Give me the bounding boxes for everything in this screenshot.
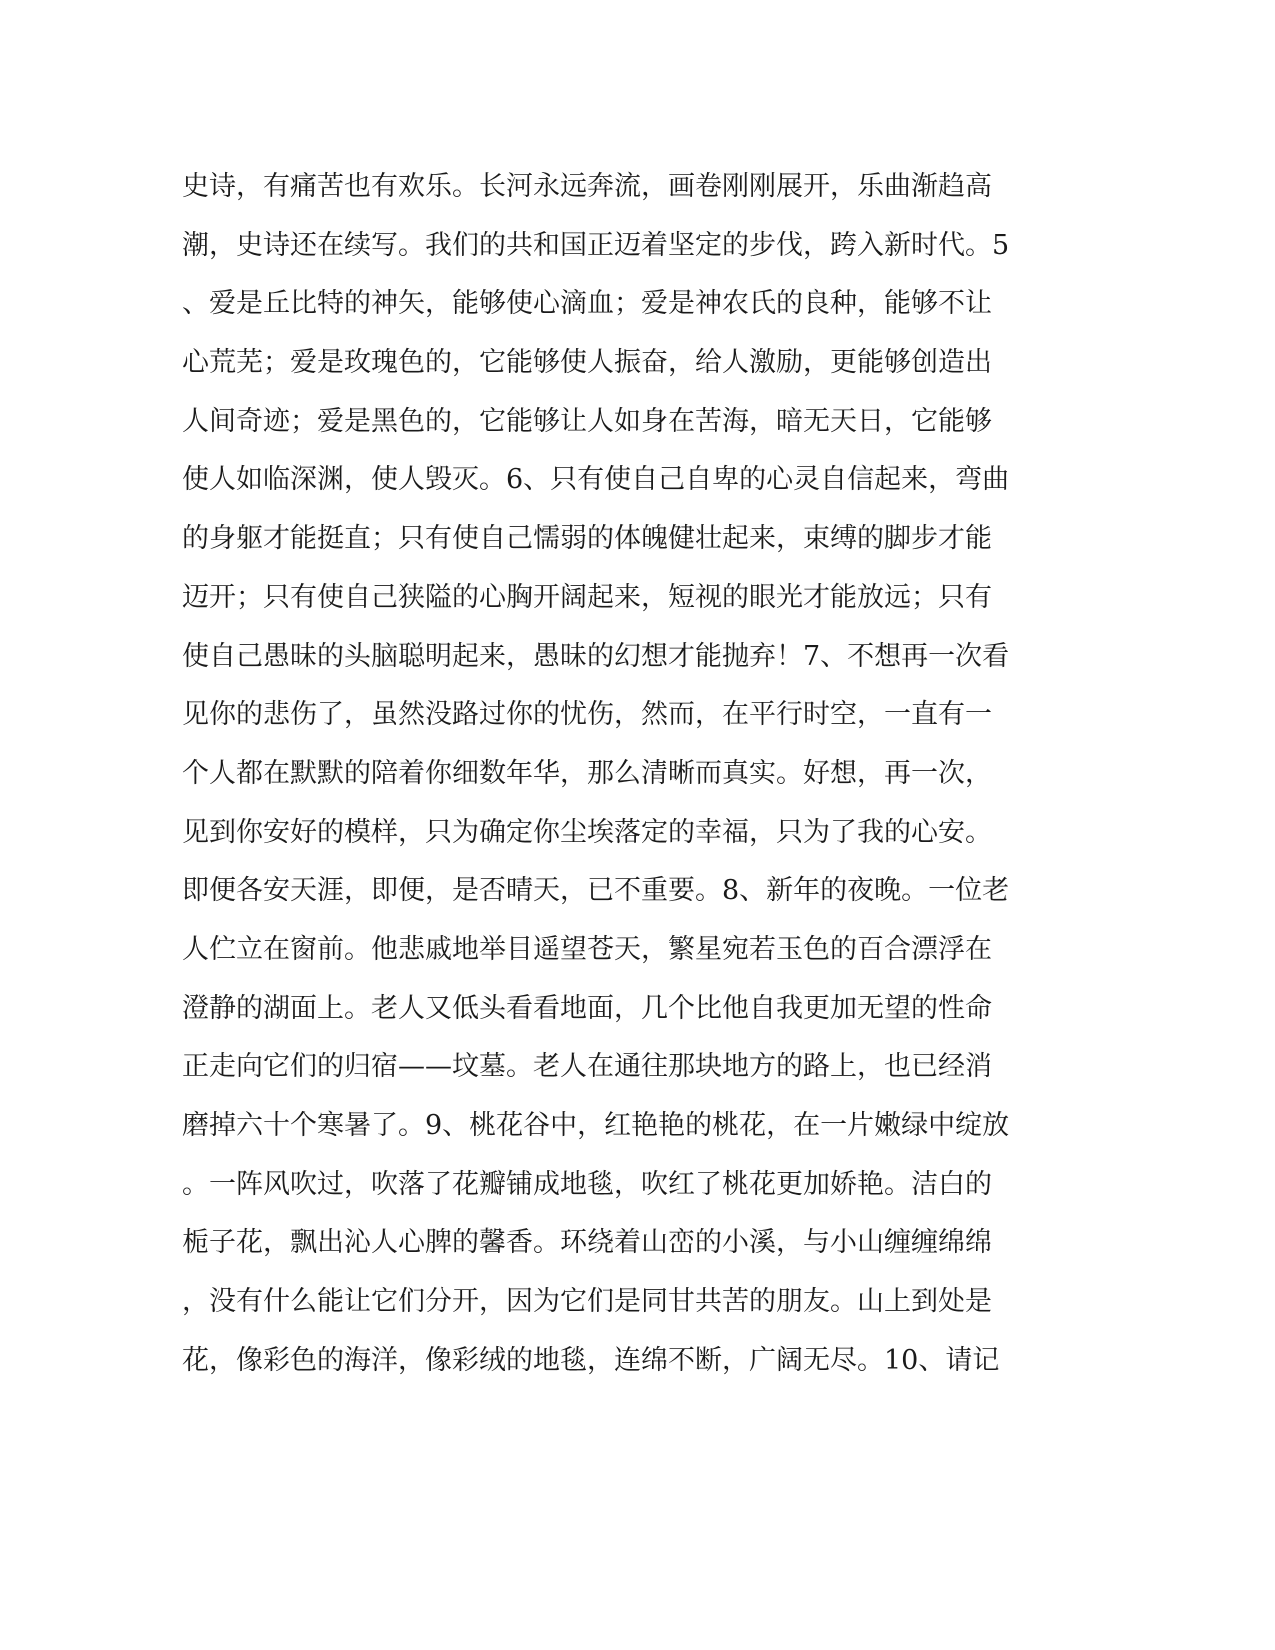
text-line: 即便各安天涯，即便，是否晴天，已不重要。8、新年的夜晚。一位老 <box>182 875 1010 907</box>
text-line: 花，像彩色的海洋，像彩绒的地毯，连绵不断，广阔无尽。10、请记 <box>182 1344 1000 1376</box>
text-line: 史诗，有痛苦也有欢乐。长河永远奔流，画卷刚刚展开，乐曲渐趋高 <box>182 171 992 202</box>
text-line: 、爱是丘比特的神矢，能够使心滴血；爱是神农氏的良种，能够不让 <box>182 288 992 320</box>
text-line: 人间奇迹；爱是黑色的，它能够让人如身在苦海，暗无天日，它能够 <box>182 405 992 437</box>
text-line: 使自己愚昧的头脑聪明起来，愚昧的幻想才能抛弃！7、不想再一次看 <box>182 640 1010 672</box>
text-line: 见到你安好的模样，只为确定你尘埃落定的幸福，只为了我的心安。 <box>182 816 992 848</box>
text-line: 栀子花，飘出沁人心脾的馨香。环绕着山峦的小溪，与小山缠缠绵绵 <box>182 1227 992 1259</box>
text-line: 个人都在默默的陪着你细数年华，那么清晰而真实。好想，再一次， <box>182 757 992 789</box>
text-line: ，没有什么能让它们分开，因为它们是同甘共苦的朋友。山上到处是 <box>182 1286 992 1318</box>
text-line: 心荒芜；爱是玫瑰色的，它能够使人振奋，给人激励，更能够创造出 <box>182 347 992 379</box>
text-line: 迈开；只有使自己狭隘的心胸开阔起来，短视的眼光才能放远；只有 <box>182 581 992 613</box>
text-line: 使人如临深渊，使人毁灭。6、只有使自己自卑的心灵自信起来，弯曲 <box>182 464 1010 496</box>
text-line: 正走向它们的归宿——坟墓。老人在通往那块地方的路上，也已经消 <box>182 1051 992 1083</box>
body-text <box>182 158 1042 1390</box>
text-line: 见你的悲伤了，虽然没路过你的忧伤，然而，在平行时空，一直有一 <box>182 699 992 731</box>
text-line: 潮，史诗还在续写。我们的共和国正迈着坚定的步伐，跨入新时代。5 <box>182 229 1010 261</box>
text-line: 。一阵风吹过，吹落了花瓣铺成地毯，吹红了桃花更加娇艳。洁白的 <box>182 1168 992 1200</box>
text-line: 的身躯才能挺直；只有使自己懦弱的体魄健壮起来，束缚的脚步才能 <box>182 523 992 555</box>
text-line: 人伫立在窗前。他悲戚地举目遥望苍天，繁星宛若玉色的百合漂浮在 <box>182 933 992 965</box>
text-line: 磨掉六十个寒暑了。9、桃花谷中，红艳艳的桃花，在一片嫩绿中绽放 <box>182 1110 1010 1141</box>
text-line: 澄静的湖面上。老人又低头看看地面，几个比他自我更加无望的性命 <box>182 992 992 1024</box>
